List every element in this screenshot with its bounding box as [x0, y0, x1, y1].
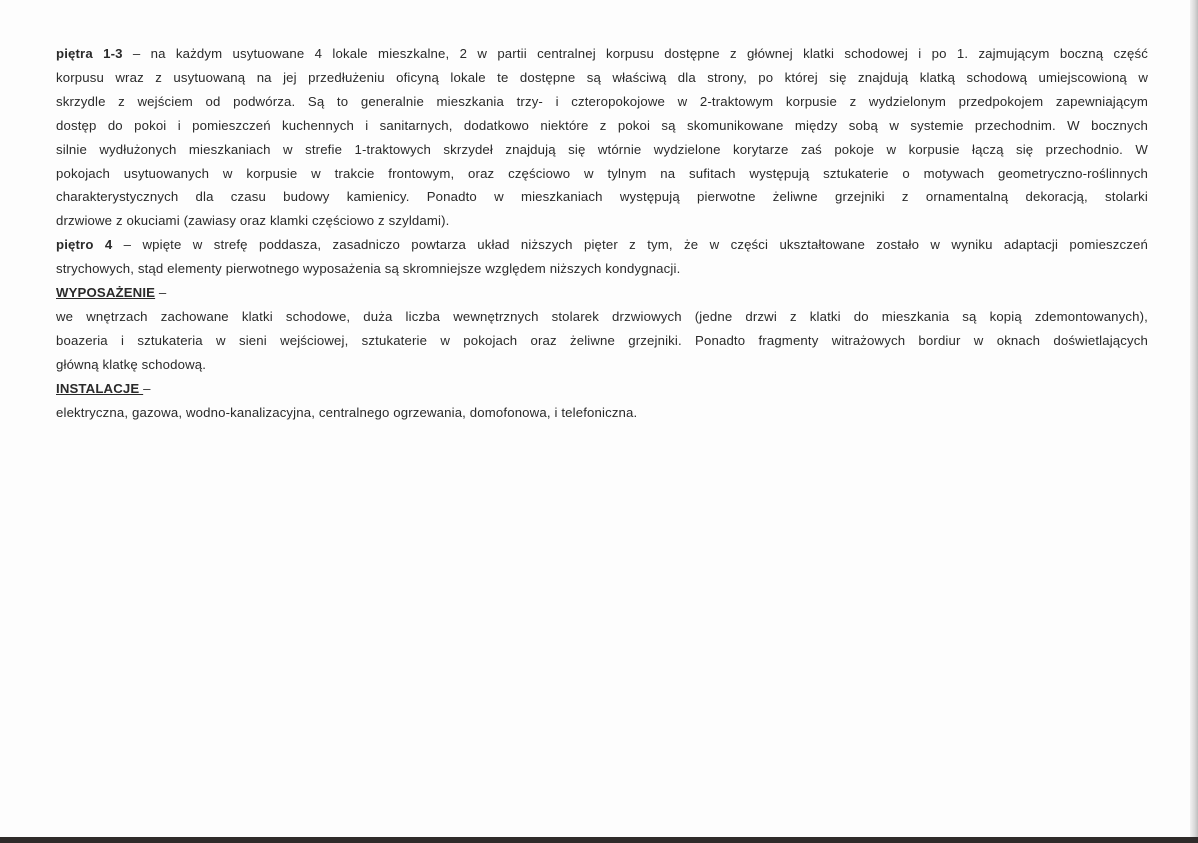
section-heading-line: [56, 281, 1148, 305]
text-fragment: – wpięte w strefę poddasza, zasadniczo powtarza układ niższych pięter z tym, że w części ukształtowane zostało w wyniku adaptacji pomieszczeń: [112, 237, 1148, 253]
text-line: dostęp do pokoi i pomieszczeń kuchennych i sanitarnych, dodatkowo niektóre z pokoi są skomunikowane między sobą w systemie przechodnim. W bocznych: [56, 117, 1148, 133]
text-line: pokojach usytuowanych w korpusie w trakcie frontowym, oraz częściowo w tylnym na sufitach występują sztukaterie o motywach geometryczno-roślinnych: [56, 165, 1148, 181]
text-line: charakterystycznych dla czasu budowy kamienicy. Ponadto w mieszkaniach występują pierwotne żeliwne grzejniki z ornamentalną dekoracją, stolarki: [56, 189, 1148, 205]
text-line: strychowych, stąd elementy pierwotnego wyposażenia są skromniejsze względem niższych kondygnacji.: [56, 261, 681, 277]
document-page: [56, 42, 1148, 425]
heading-dash: –: [155, 285, 167, 301]
text-line: elektryczna, gazowa, wodno-kanalizacyjna, centralnego ogrzewania, domofonowa, i telefoniczna.: [56, 404, 638, 420]
section-installations: [56, 377, 1148, 425]
text-line: skrzydle z wejściem od podwórza. Są to generalnie mieszkania trzy- i czteropokojowe w 2-traktowym korpusie z wydzielonym przedpokojem zapewniającym: [56, 93, 1148, 109]
section-heading: WYPOSAŻENIE: [56, 285, 156, 301]
text-line: drzwiowe z okuciami (zawiasy oraz klamki częściowo z szyldami).: [56, 213, 450, 229]
section-floors-1-3: [56, 42, 1148, 233]
text-line: boazeria i sztukateria w sieni wejściowej, sztukaterie w pokojach oraz żeliwne grzejniki. Ponadto fragmenty witrażowych bordiur w oknach doświetlających: [56, 332, 1148, 348]
text-line: [56, 233, 1148, 257]
section-heading: INSTALACJE: [56, 380, 144, 396]
text-line: [56, 42, 1148, 66]
text-fragment: – na każdym usytuowane 4 lokale mieszkalne, 2 w partii centralnej korpusu dostępne z głównej klatki schodowej i po 1. zajmującym boczną część: [122, 46, 1148, 61]
text-line: silnie wydłużonych mieszkaniach w strefie 1-traktowych skrzydeł znajdują się wtórnie wydzielone korytarze zaś pokoje w korpusie łączą się przechodnio. W: [56, 141, 1148, 157]
section-lead: piętro 4: [56, 237, 113, 253]
text-line: korpusu wraz z usytuowaną na jej przedłużeniu oficyną lokale te dostępne są właściwą dla strony, po której się znajdują klatką schodową umiejscowioną w: [56, 69, 1148, 85]
heading-dash: –: [143, 380, 151, 396]
section-floor-4: [56, 233, 1148, 281]
scan-edge-right: [1190, 0, 1198, 843]
text-line: główną klatkę schodową.: [56, 356, 207, 372]
section-equipment: [56, 281, 1148, 377]
scan-edge-bottom: [0, 837, 1198, 843]
section-lead: piętra 1-3: [56, 46, 123, 61]
section-heading-line: [56, 377, 1148, 401]
text-line: we wnętrzach zachowane klatki schodowe, duża liczba wewnętrznych stolarek drzwiowych (jedne drzwi z klatki do mieszkania są kopią zdemontowanych),: [56, 308, 1148, 324]
